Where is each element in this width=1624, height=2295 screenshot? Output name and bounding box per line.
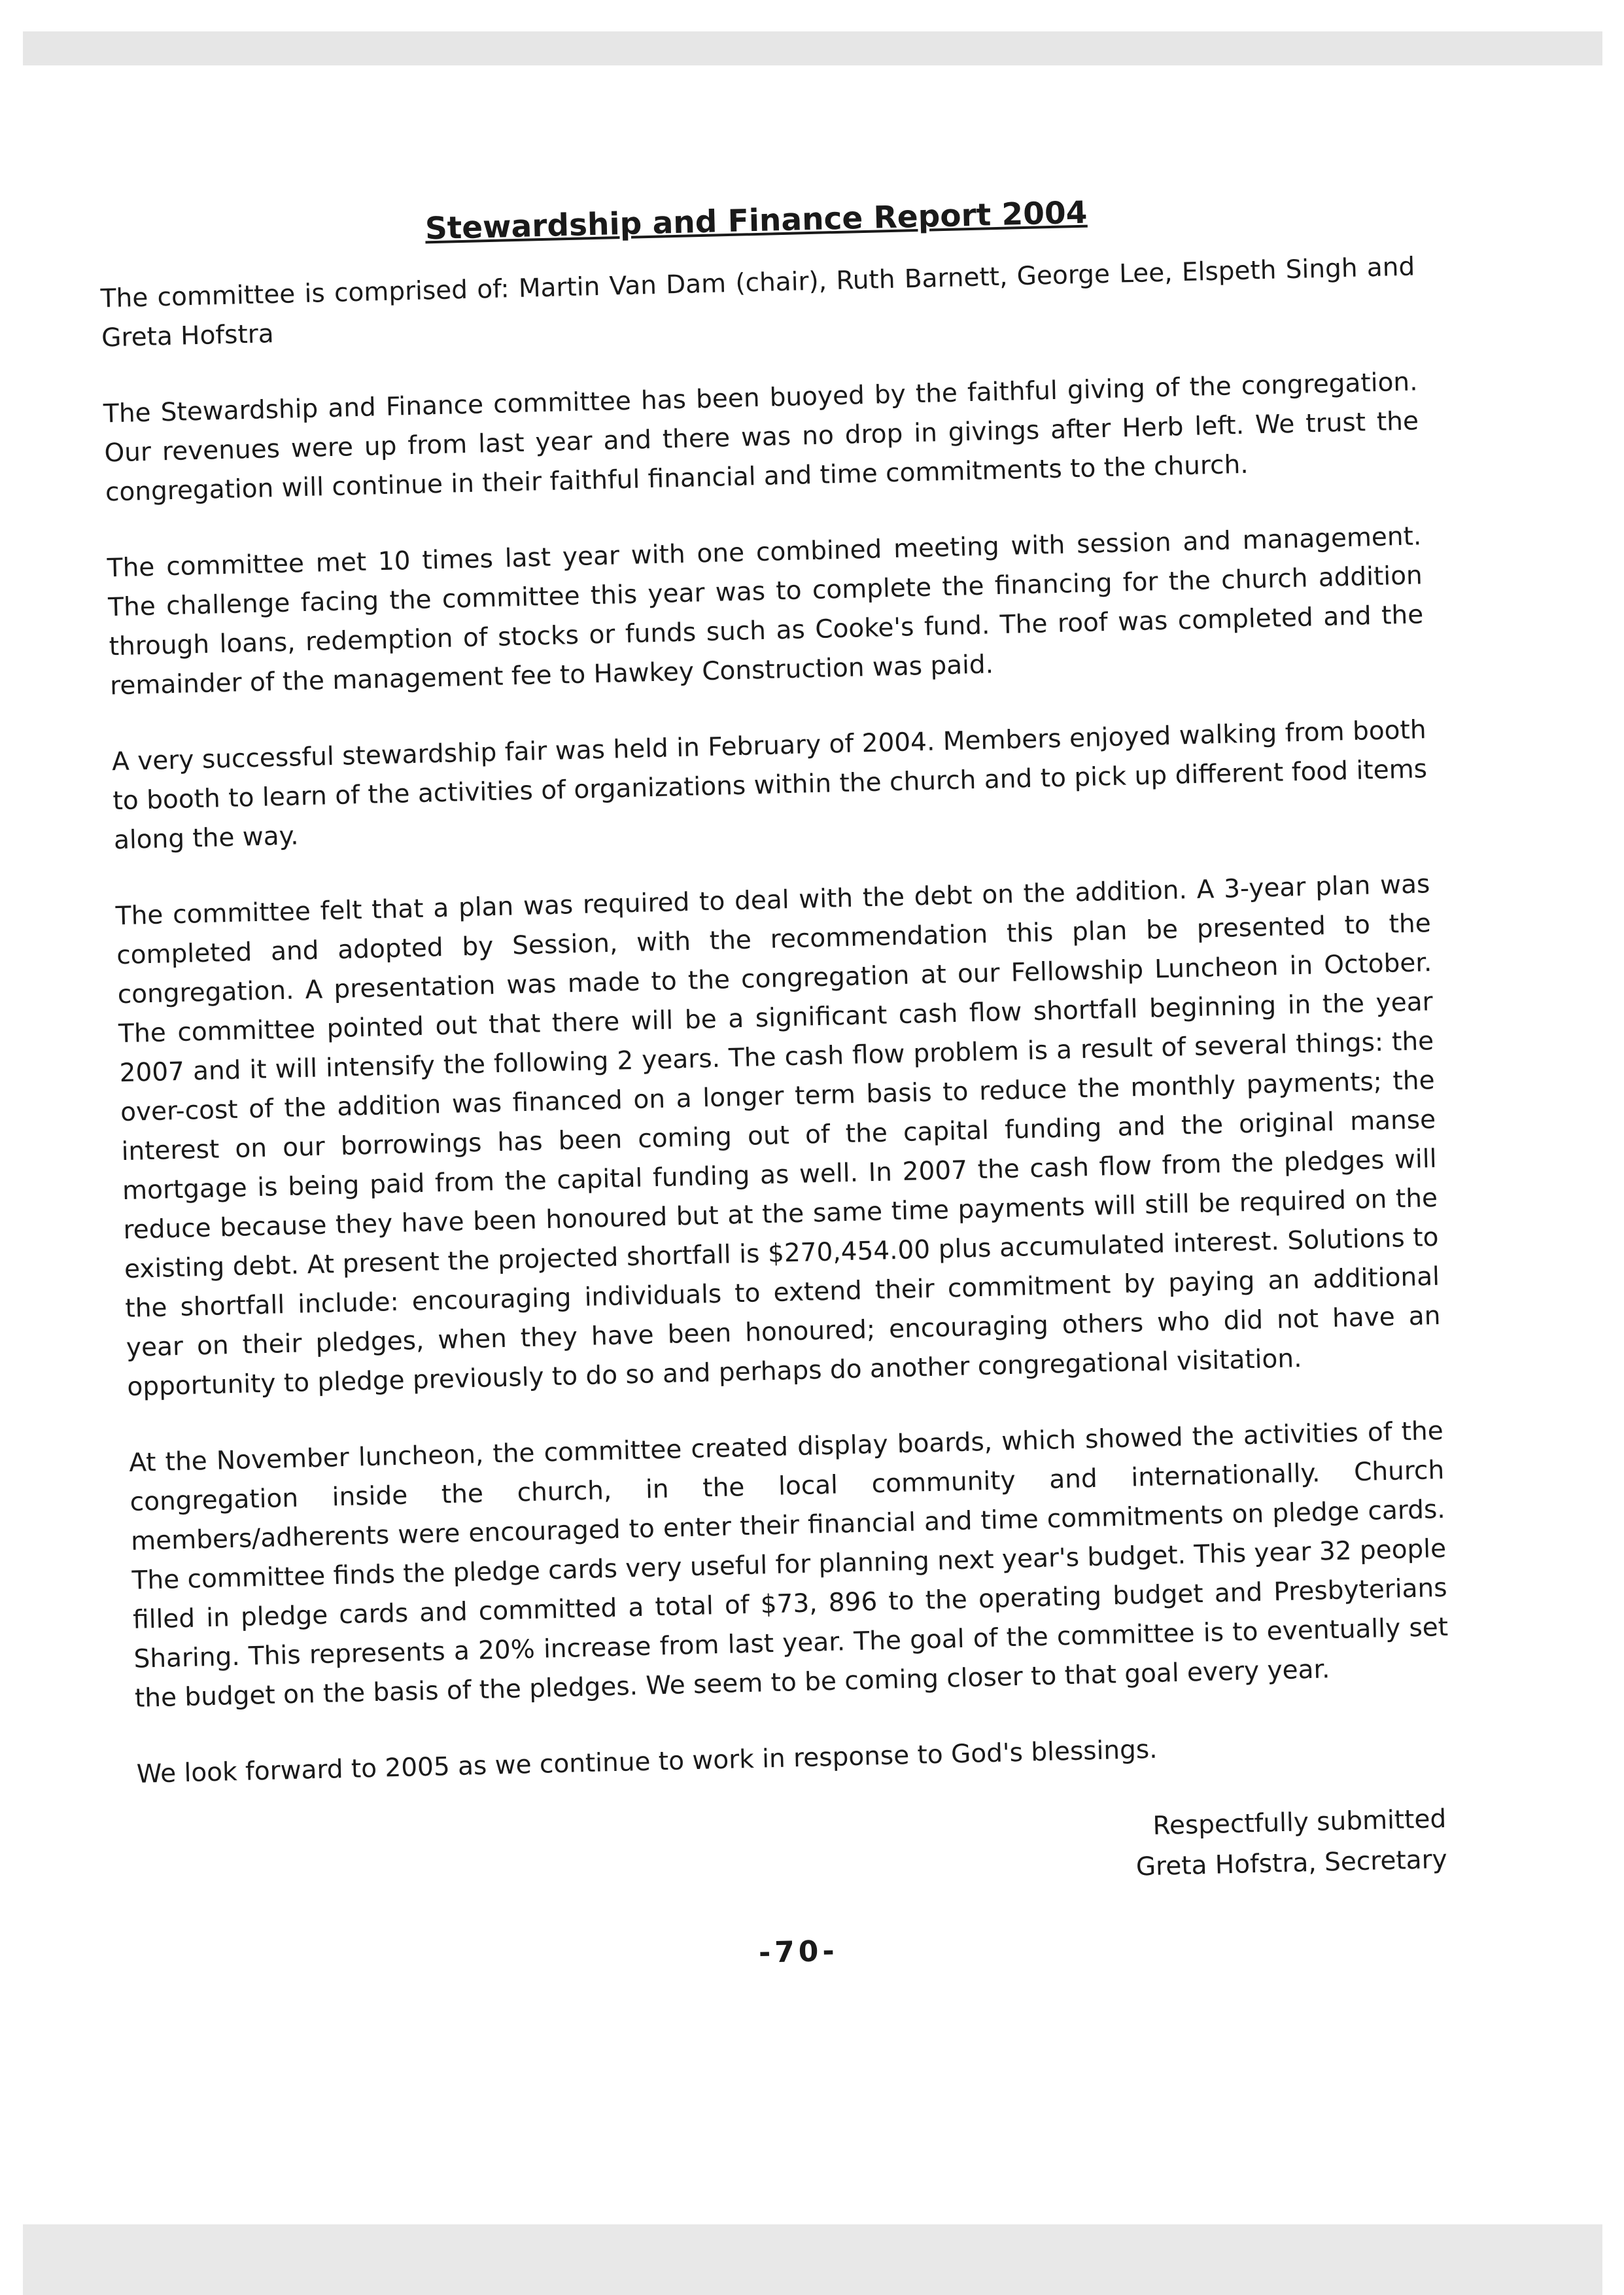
closing-line: Respectfully submitted	[1152, 1804, 1447, 1841]
signatory-name: Greta Hofstra, Secretary	[1135, 1844, 1448, 1882]
scan-edge-band-top	[23, 31, 1602, 65]
scan-edge-band-bottom	[23, 2224, 1602, 2295]
signature-block	[138, 1799, 1454, 1912]
paragraph-november-luncheon: At the November luncheon, the committee created display boards, which showed the activities of the congregation inside the church, in the local community and internationally. Church members/adherents were encouraged to enter their financial and time commitments on pledge cards. The committee finds the pledge cards very useful for planning next year's budget. This year 32 people filled in pledge cards and committed a total of $73, 896 to the operating budget and Presbyterians Sharing. This represents a 20% increase from last year. The goal of the committee is to eventually set the budget on the basis of the pledges. We seem to be coming closer to that goal every year.	[128, 1416, 1449, 1713]
paragraph-debt-plan: The committee felt that a plan was required to deal with the debt on the addition. A 3-year plan was completed and adopted by Session, with the recommendation this plan be presented to the congregation. A presentation was made to the congregation at our Fellowship Luncheon in October. The committee pointed out that there will be a significant cash flow shortfall beginning in the year 2007 and it will intensify the following 2 years. The cash flow problem is a result of several things: the over-cost of the addition was financed on a longer term basis to reduce the monthly payments; the interest on our borrowings has been coming out of the capital funding and the original manse mortgage is being paid from the capital funding as well. In 2007 the cash flow from the pledges will reduce because they have been honoured but at the same time payments will still be required on the existing debt. At present the projected shortfall is $270,454.00 plus accumulated interest. Solutions to the shortfall include: encouraging individuals to extend their commitment by paying an additional year on their pledges, when they have been honoured; encouraging others who did not have an opportunity to pledge previously to do so and perhaps do another congregational visitation.	[115, 869, 1441, 1403]
report-body	[98, 173, 1456, 1984]
paragraph-committee-members: The committee is comprised of: Martin Van Dam (chair), Ruth Barnett, George Lee, Elspeth Singh and Greta Hofstra	[100, 252, 1415, 353]
paragraph-stewardship-fair: A very successful stewardship fair was held in February of 2004. Members enjoyed walking from booth to booth to learn of the activities of organizations within the church and to pick up different food items along the way.	[111, 715, 1428, 856]
paragraph-closing-remark: We look forward to 2005 as we continue to work in response to God's blessings.	[136, 1734, 1158, 1789]
paragraph-meetings: The committee met 10 times last year with one combined meeting with session and management. The challenge facing the committee this year was to complete the financing for the church addition through loans, redemption of stocks or funds such as Cooke's fund. The roof was completed and the remainder of the management fee to Hawkey Construction was paid.	[107, 521, 1424, 701]
paragraph-giving: The Stewardship and Finance committee has been buoyed by the faithful giving of the congregation. Our revenues were up from last year and there was no drop in givings after Herb left. We trust the congregation will continue in their faithful financial and time commitments to the church.	[103, 367, 1419, 508]
report-title: Stewardship and Finance Report 2004	[424, 194, 1088, 247]
page-number: -70-	[758, 1934, 839, 1970]
